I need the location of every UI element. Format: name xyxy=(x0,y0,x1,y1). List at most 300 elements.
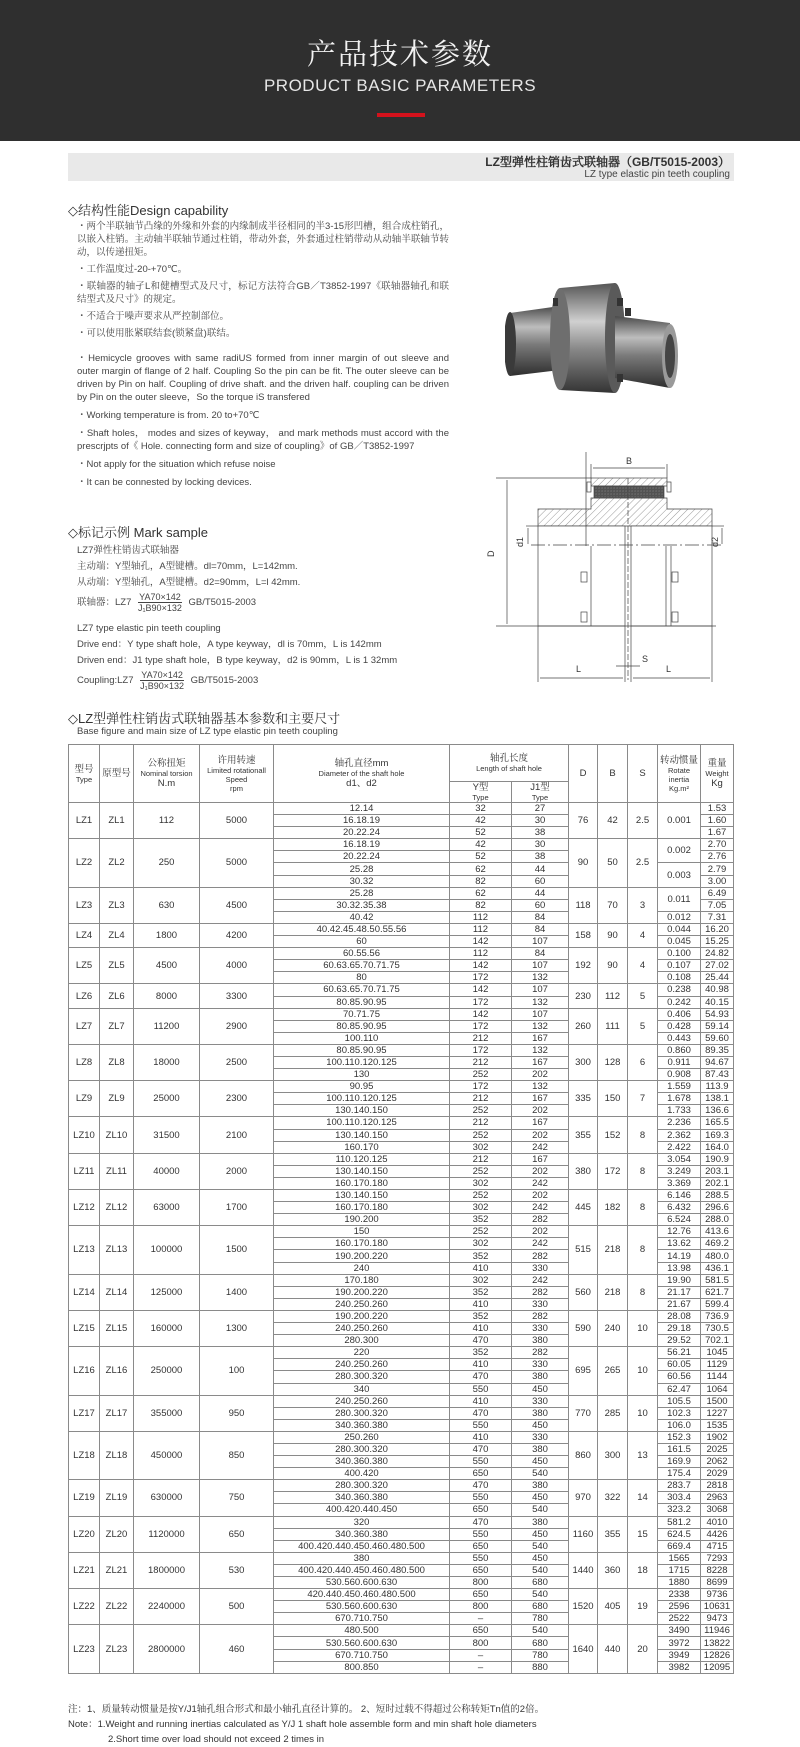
cell-diameter: 280.300.320 xyxy=(274,1480,450,1492)
cell-weight: 1144 xyxy=(701,1371,734,1383)
col-inertia: 转动惯量 Rotate inertia Kg.m² xyxy=(658,745,701,803)
cell-j1-length: 202 xyxy=(512,1165,569,1177)
cell-diameter: 160.170.180 xyxy=(274,1177,450,1189)
cell-inertia: 29.52 xyxy=(658,1335,701,1347)
cell-inertia: 60.56 xyxy=(658,1371,701,1383)
cell-inertia: 0.044 xyxy=(658,923,701,935)
cell-weight: 40.98 xyxy=(701,984,734,996)
cell-j1-length: 132 xyxy=(512,1044,569,1056)
cell-S: 19 xyxy=(628,1589,658,1625)
cell-y-length: 800 xyxy=(450,1601,512,1613)
cell-type: LZ19 xyxy=(69,1480,100,1516)
cell-y-length: – xyxy=(450,1613,512,1625)
cell-y-length: 650 xyxy=(450,1468,512,1480)
cell-D: 445 xyxy=(569,1190,598,1226)
cell-j1-length: 27 xyxy=(512,803,569,815)
coupling-photo xyxy=(505,278,685,413)
cell-weight: 27.02 xyxy=(701,960,734,972)
cell-j1-length: 38 xyxy=(512,827,569,839)
cell-type: LZ17 xyxy=(69,1395,100,1431)
cell-D: 158 xyxy=(569,923,598,947)
cell-weight: 1500 xyxy=(701,1395,734,1407)
cell-j1-length: 107 xyxy=(512,960,569,972)
cell-speed: 4000 xyxy=(200,948,274,984)
cell-B: 152 xyxy=(598,1117,628,1153)
cell-diameter: 400.420 xyxy=(274,1468,450,1480)
cell-j1-length: 780 xyxy=(512,1649,569,1661)
cell-S: 18 xyxy=(628,1552,658,1588)
cell-y-length: 302 xyxy=(450,1274,512,1286)
product-title-cn: LZ型弹性柱销齿式联轴器（GB/T5015-2003） xyxy=(485,155,730,169)
cell-S: 2.5 xyxy=(628,839,658,887)
table-row xyxy=(69,1589,734,1601)
cell-diameter: 100.110 xyxy=(274,1032,450,1044)
cell-y-length: 352 xyxy=(450,1310,512,1322)
cell-S: 8 xyxy=(628,1153,658,1189)
cell-type: LZ8 xyxy=(69,1044,100,1080)
mark-en-coupling-prefix: Coupling:LZ7 xyxy=(77,675,134,686)
cell-y-length: 410 xyxy=(450,1359,512,1371)
cell-j1-length: 282 xyxy=(512,1347,569,1359)
cell-D: 300 xyxy=(569,1044,598,1080)
col-B: B xyxy=(598,745,628,803)
cell-speed: 2000 xyxy=(200,1153,274,1189)
cell-torque: 11200 xyxy=(134,1008,200,1044)
cell-type: LZ11 xyxy=(69,1153,100,1189)
cell-type: LZ12 xyxy=(69,1190,100,1226)
col-speed: 许用转速 Limited rotationall Speed rpm xyxy=(200,745,274,803)
table-row xyxy=(69,1552,734,1564)
cell-diameter: 280.300.320 xyxy=(274,1407,450,1419)
cell-inertia: 152.3 xyxy=(658,1431,701,1443)
cell-weight: 288.5 xyxy=(701,1190,734,1202)
cell-S: 10 xyxy=(628,1347,658,1395)
design-cn-item: ・可以使用胀紧联结套(锁紧盘)联结。 xyxy=(77,328,236,339)
col-type: 型号 Type xyxy=(69,745,100,803)
cell-weight: 2.70 xyxy=(701,839,734,851)
cell-weight: 4010 xyxy=(701,1516,734,1528)
cell-orig: ZL14 xyxy=(100,1274,134,1310)
cell-type: LZ20 xyxy=(69,1516,100,1552)
cell-diameter: 280.300 xyxy=(274,1335,450,1347)
cell-weight: 94.67 xyxy=(701,1056,734,1068)
table-row xyxy=(69,1310,734,1322)
cell-weight: 3.00 xyxy=(701,875,734,887)
cell-diameter: 800.850 xyxy=(274,1661,450,1673)
cell-inertia: 581.2 xyxy=(658,1516,701,1528)
table-row xyxy=(69,1044,734,1056)
design-cn-item: ・两个半联轴节凸缘的外缘和外套的内缘制成半径相同的半3-15形凹槽，组合成柱销孔，以嵌入柱销。主动轴半联轴节通过柱销，带动外套，外套通过柱销带动从动轴半联轴节转动，以传递扭矩。 xyxy=(77,221,449,258)
cell-inertia: 0.001 xyxy=(658,803,701,839)
cell-D: 1640 xyxy=(569,1625,598,1673)
cell-inertia: 14.19 xyxy=(658,1250,701,1262)
cell-j1-length: 202 xyxy=(512,1069,569,1081)
dim-label-L: L xyxy=(666,664,672,674)
cell-y-length: 172 xyxy=(450,996,512,1008)
fraction-numerator: YA70×142 xyxy=(139,591,181,602)
cell-diameter: 240.250.260 xyxy=(274,1323,450,1335)
cell-orig: ZL20 xyxy=(100,1516,134,1552)
cell-orig: ZL15 xyxy=(100,1310,134,1346)
dim-label-d2: d2 xyxy=(710,536,720,547)
cell-j1-length: 167 xyxy=(512,1093,569,1105)
table-row xyxy=(69,1153,734,1165)
cell-y-length: – xyxy=(450,1661,512,1673)
cell-y-length: 650 xyxy=(450,1589,512,1601)
cell-y-length: 470 xyxy=(450,1371,512,1383)
cell-j1-length: 380 xyxy=(512,1371,569,1383)
cell-y-length: 42 xyxy=(450,839,512,851)
fraction-denominator: J₁B90×132 xyxy=(138,602,182,613)
cell-j1-length: 38 xyxy=(512,851,569,863)
cell-weight: 136.6 xyxy=(701,1105,734,1117)
cell-weight: 2963 xyxy=(701,1492,734,1504)
cell-B: 265 xyxy=(598,1347,628,1395)
header-title-cn: 产品技术参数 xyxy=(306,37,493,71)
cell-diameter: 20.22.24 xyxy=(274,827,450,839)
cell-type: LZ21 xyxy=(69,1552,100,1588)
cell-weight: 2818 xyxy=(701,1480,734,1492)
cell-B: 405 xyxy=(598,1589,628,1625)
cell-weight: 164.0 xyxy=(701,1141,734,1153)
cell-D: 1520 xyxy=(569,1589,598,1625)
cell-orig: ZL3 xyxy=(100,887,134,923)
dim-label-L: L xyxy=(576,664,582,674)
cell-weight: 736.9 xyxy=(701,1310,734,1322)
cell-S: 8 xyxy=(628,1117,658,1153)
cell-y-length: 82 xyxy=(450,875,512,887)
cell-y-length: 212 xyxy=(450,1153,512,1165)
cell-weight: 730.5 xyxy=(701,1323,734,1335)
cell-inertia: 3982 xyxy=(658,1661,701,1673)
cell-speed: 500 xyxy=(200,1589,274,1625)
design-en-item: ・Shaft holes， modes and sizes of keyway， and mark methods must accord with the prescrjpts of《 Hole. connecting form and size of coupling》of GB／T3852-1997 xyxy=(77,428,449,452)
cell-diameter: 16.18.19 xyxy=(274,815,450,827)
cell-y-length: 252 xyxy=(450,1190,512,1202)
cell-weight: 54.93 xyxy=(701,1008,734,1020)
cell-inertia: 3490 xyxy=(658,1625,701,1637)
cell-inertia: 21.17 xyxy=(658,1286,701,1298)
cell-j1-length: 30 xyxy=(512,839,569,851)
cell-weight: 7.31 xyxy=(701,911,734,923)
cell-y-length: 142 xyxy=(450,960,512,972)
mark-cn-title: LZ7弹性柱销齿式联轴器 xyxy=(77,545,179,556)
cell-diameter: 150 xyxy=(274,1226,450,1238)
cell-j1-length: 680 xyxy=(512,1637,569,1649)
cell-y-length: 410 xyxy=(450,1298,512,1310)
specs-table xyxy=(68,744,734,1674)
cell-weight: 3068 xyxy=(701,1504,734,1516)
cell-diameter: 12.14 xyxy=(274,803,450,815)
cell-j1-length: 540 xyxy=(512,1589,569,1601)
table-row xyxy=(69,948,734,960)
cell-j1-length: 84 xyxy=(512,923,569,935)
cell-j1-length: 450 xyxy=(512,1419,569,1431)
cell-y-length: 212 xyxy=(450,1093,512,1105)
cell-j1-length: 202 xyxy=(512,1105,569,1117)
cell-orig: ZL4 xyxy=(100,923,134,947)
cell-y-length: 410 xyxy=(450,1262,512,1274)
cell-weight: 13822 xyxy=(701,1637,734,1649)
cell-inertia: 3972 xyxy=(658,1637,701,1649)
cell-j1-length: 540 xyxy=(512,1564,569,1576)
cell-j1-length: 132 xyxy=(512,972,569,984)
cell-weight: 4715 xyxy=(701,1540,734,1552)
cell-diameter: 530.560.600.630 xyxy=(274,1577,450,1589)
cell-weight: 12826 xyxy=(701,1649,734,1661)
cell-j1-length: 60 xyxy=(512,875,569,887)
cell-y-length: 550 xyxy=(450,1419,512,1431)
cell-torque: 250000 xyxy=(134,1347,200,1395)
cell-weight: 8699 xyxy=(701,1577,734,1589)
cell-torque: 355000 xyxy=(134,1395,200,1431)
cell-weight: 2.76 xyxy=(701,851,734,863)
cell-j1-length: 282 xyxy=(512,1286,569,1298)
cell-y-length: 410 xyxy=(450,1431,512,1443)
cell-inertia: 102.3 xyxy=(658,1407,701,1419)
cell-diameter: 320 xyxy=(274,1516,450,1528)
cell-S: 13 xyxy=(628,1431,658,1479)
cell-weight: 296.6 xyxy=(701,1202,734,1214)
cell-weight: 1.67 xyxy=(701,827,734,839)
cell-weight: 203.1 xyxy=(701,1165,734,1177)
cell-speed: 2100 xyxy=(200,1117,274,1153)
cell-type: LZ4 xyxy=(69,923,100,947)
cell-diameter: 60 xyxy=(274,936,450,948)
cell-speed: 100 xyxy=(200,1347,274,1395)
cell-diameter: 30.32.35.38 xyxy=(274,899,450,911)
cell-orig: ZL18 xyxy=(100,1431,134,1479)
cell-S: 14 xyxy=(628,1480,658,1516)
cell-y-length: 800 xyxy=(450,1577,512,1589)
header-title-en: PRODUCT BASIC PARAMETERS xyxy=(263,76,537,95)
specs-table-body xyxy=(69,803,734,1674)
cell-weight: 190.9 xyxy=(701,1153,734,1165)
cell-weight: 113.9 xyxy=(701,1081,734,1093)
cell-j1-length: 880 xyxy=(512,1661,569,1673)
cell-y-length: 302 xyxy=(450,1202,512,1214)
cell-torque: 630 xyxy=(134,887,200,923)
cell-orig: ZL19 xyxy=(100,1480,134,1516)
cell-speed: 530 xyxy=(200,1552,274,1588)
cell-j1-length: 60 xyxy=(512,899,569,911)
cell-orig: ZL11 xyxy=(100,1153,134,1189)
cell-type: LZ1 xyxy=(69,803,100,839)
cell-torque: 125000 xyxy=(134,1274,200,1310)
design-en-item: ・Working temperature is from. 20 to+70℃ xyxy=(77,410,260,421)
cell-speed: 1500 xyxy=(200,1226,274,1274)
cell-y-length: 470 xyxy=(450,1516,512,1528)
cell-diameter: 130.140.150 xyxy=(274,1129,450,1141)
mark-cn-driven: 从动端：Y型轴孔，A型键槽。d2=90mm，L=l 42mm. xyxy=(77,577,301,588)
cell-y-length: 172 xyxy=(450,972,512,984)
cell-D: 380 xyxy=(569,1153,598,1189)
col-weight: 重量 Weight Kg xyxy=(701,745,734,803)
cell-inertia: 0.002 xyxy=(658,839,701,863)
cell-j1-length: 380 xyxy=(512,1443,569,1455)
cell-diameter: 25.28 xyxy=(274,887,450,899)
cell-inertia: 624.5 xyxy=(658,1528,701,1540)
cell-weight: 621.7 xyxy=(701,1286,734,1298)
cell-D: 1440 xyxy=(569,1552,598,1588)
col-diameter: 轴孔直径mm Diameter of the shaft hole d1、d2 xyxy=(274,745,450,803)
cell-weight: 8228 xyxy=(701,1564,734,1576)
cell-j1-length: 30 xyxy=(512,815,569,827)
cell-j1-length: 450 xyxy=(512,1383,569,1395)
cell-inertia: 1.733 xyxy=(658,1105,701,1117)
cell-S: 8 xyxy=(628,1226,658,1274)
cell-j1-length: 540 xyxy=(512,1625,569,1637)
cell-y-length: 142 xyxy=(450,984,512,996)
cell-j1-length: 167 xyxy=(512,1032,569,1044)
cell-weight: 169.3 xyxy=(701,1129,734,1141)
cell-j1-length: 167 xyxy=(512,1153,569,1165)
cell-y-length: 470 xyxy=(450,1335,512,1347)
cell-y-length: 352 xyxy=(450,1214,512,1226)
cell-j1-length: 167 xyxy=(512,1117,569,1129)
cell-D: 515 xyxy=(569,1226,598,1274)
cell-diameter: 670.710.750 xyxy=(274,1613,450,1625)
cell-diameter: 340.360.380 xyxy=(274,1456,450,1468)
cell-torque: 63000 xyxy=(134,1190,200,1226)
mark-en-driven: Driven end：J1 type shaft hole，B type keyway，d2 is 90mm，L is 1 32mm xyxy=(77,655,398,666)
col-length: 轴孔长度 Length of shaft hole xyxy=(450,745,569,782)
cell-y-length: 302 xyxy=(450,1238,512,1250)
mark-sample-heading: ◇标记示例 Mark sample xyxy=(68,525,209,540)
cell-diameter: 70.71.75 xyxy=(274,1008,450,1020)
cell-inertia: 3.369 xyxy=(658,1177,701,1189)
cell-weight: 9736 xyxy=(701,1589,734,1601)
cell-inertia: 0.860 xyxy=(658,1044,701,1056)
cell-orig: ZL12 xyxy=(100,1190,134,1226)
cell-diameter: 280.300.320 xyxy=(274,1371,450,1383)
cell-orig: ZL10 xyxy=(100,1117,134,1153)
cell-diameter: 100.110.120.125 xyxy=(274,1093,450,1105)
cell-y-length: 252 xyxy=(450,1129,512,1141)
cell-torque: 18000 xyxy=(134,1044,200,1080)
cell-j1-length: 450 xyxy=(512,1552,569,1564)
cell-j1-length: 380 xyxy=(512,1480,569,1492)
cell-diameter: 190.200.220 xyxy=(274,1286,450,1298)
cell-j1-length: 380 xyxy=(512,1335,569,1347)
col-j1-type: J1型 Type xyxy=(512,782,569,803)
cell-j1-length: 680 xyxy=(512,1577,569,1589)
cell-orig: ZL16 xyxy=(100,1347,134,1395)
cell-B: 172 xyxy=(598,1153,628,1189)
cell-inertia: 2522 xyxy=(658,1613,701,1625)
cell-j1-length: 84 xyxy=(512,911,569,923)
dim-label-d1: d1 xyxy=(515,536,525,547)
cell-B: 50 xyxy=(598,839,628,887)
cell-D: 590 xyxy=(569,1310,598,1346)
cell-y-length: 172 xyxy=(450,1081,512,1093)
cell-weight: 1902 xyxy=(701,1431,734,1443)
cell-inertia: 62.47 xyxy=(658,1383,701,1395)
cell-diameter: 80.85.90.95 xyxy=(274,1020,450,1032)
cell-j1-length: 330 xyxy=(512,1323,569,1335)
cell-inertia: 303.4 xyxy=(658,1492,701,1504)
cell-diameter: 380 xyxy=(274,1552,450,1564)
cell-y-length: 410 xyxy=(450,1323,512,1335)
design-en-list xyxy=(77,352,449,494)
cell-weight: 2029 xyxy=(701,1468,734,1480)
cell-torque: 40000 xyxy=(134,1153,200,1189)
cell-type: LZ15 xyxy=(69,1310,100,1346)
design-cn-item: ・不适合于噪声要求从严控制部位。 xyxy=(77,311,230,322)
mark-cn-coupling xyxy=(77,591,397,615)
cell-type: LZ23 xyxy=(69,1625,100,1673)
cell-weight: 413.6 xyxy=(701,1226,734,1238)
cell-weight: 15.25 xyxy=(701,936,734,948)
cell-j1-length: 380 xyxy=(512,1407,569,1419)
cell-j1-length: 202 xyxy=(512,1190,569,1202)
cell-inertia: 0.242 xyxy=(658,996,701,1008)
cell-weight: 6.49 xyxy=(701,887,734,899)
cell-weight: 581.5 xyxy=(701,1274,734,1286)
cell-speed: 4200 xyxy=(200,923,274,947)
cell-speed: 850 xyxy=(200,1431,274,1479)
cell-weight: 24.82 xyxy=(701,948,734,960)
cell-inertia: 2.362 xyxy=(658,1129,701,1141)
cell-inertia: 28.08 xyxy=(658,1310,701,1322)
cell-j1-length: 107 xyxy=(512,936,569,948)
cell-D: 192 xyxy=(569,948,598,984)
mark-fraction xyxy=(140,670,184,691)
cell-j1-length: 780 xyxy=(512,1613,569,1625)
cell-diameter: 30.32 xyxy=(274,875,450,887)
cell-torque: 630000 xyxy=(134,1480,200,1516)
cell-B: 355 xyxy=(598,1516,628,1552)
cell-y-length: 410 xyxy=(450,1395,512,1407)
cell-diameter: 400.420.440.450.460.480.500 xyxy=(274,1564,450,1576)
cell-speed: 5000 xyxy=(200,839,274,887)
cell-type: LZ6 xyxy=(69,984,100,1008)
cell-S: 4 xyxy=(628,923,658,947)
cell-j1-length: 107 xyxy=(512,1008,569,1020)
cell-j1-length: 380 xyxy=(512,1516,569,1528)
cell-diameter: 240.250.260 xyxy=(274,1359,450,1371)
cell-y-length: 82 xyxy=(450,899,512,911)
cell-weight: 1.53 xyxy=(701,803,734,815)
cell-inertia: 0.428 xyxy=(658,1020,701,1032)
cell-inertia: 0.443 xyxy=(658,1032,701,1044)
cell-type: LZ9 xyxy=(69,1081,100,1117)
cell-inertia: 169.9 xyxy=(658,1456,701,1468)
cell-inertia: 6.146 xyxy=(658,1190,701,1202)
cell-inertia: 0.045 xyxy=(658,936,701,948)
cell-diameter: 340.360.380 xyxy=(274,1419,450,1431)
cell-B: 42 xyxy=(598,803,628,839)
cell-diameter: 80.85.90.95 xyxy=(274,1044,450,1056)
cell-j1-length: 242 xyxy=(512,1202,569,1214)
cell-D: 260 xyxy=(569,1008,598,1044)
header-accent-bar xyxy=(377,113,425,117)
cell-D: 860 xyxy=(569,1431,598,1479)
cell-y-length: 42 xyxy=(450,815,512,827)
cell-diameter: 130.140.150 xyxy=(274,1105,450,1117)
cell-y-length: 172 xyxy=(450,1020,512,1032)
cell-y-length: 550 xyxy=(450,1528,512,1540)
cell-inertia: 6.524 xyxy=(658,1214,701,1226)
table-row xyxy=(69,1395,734,1407)
cell-weight: 59.14 xyxy=(701,1020,734,1032)
cell-orig: ZL23 xyxy=(100,1625,134,1673)
cell-inertia: 283.7 xyxy=(658,1480,701,1492)
table-row xyxy=(69,1625,734,1637)
cell-j1-length: 540 xyxy=(512,1540,569,1552)
cell-diameter: 130.140.150 xyxy=(274,1190,450,1202)
table-row xyxy=(69,803,734,815)
